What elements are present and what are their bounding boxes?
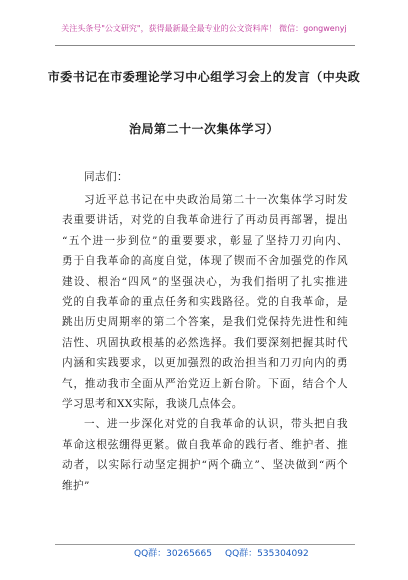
body-line: “五个进一步到位”的重要要求，彰显了坚持刀刃向内、	[62, 234, 348, 247]
body-line: 勇于自我革命的高度自觉，体现了锲而不舍加强党的作风	[62, 255, 348, 268]
header-divider	[55, 45, 355, 46]
qq-group-2: QQ群：535304092	[225, 549, 309, 559]
greeting-text: 同志们：	[84, 171, 128, 183]
footer-divider	[55, 544, 355, 545]
body-line: 动者，以实际行动坚定拥护“两个确立”、坚决做到“两个	[62, 459, 348, 472]
body-line: 建设、根治“四风”的坚强决心，为我们指明了扎实推进	[62, 275, 348, 288]
body-line: 跳出历史周期率的第二个答案，是我们党保持先进性和纯	[62, 316, 348, 329]
footer-bar	[0, 544, 408, 564]
promo-text: 关注头条号"公文研究"，获得最新最全最专业的公文资料库！ 微信：gongwenyj	[61, 24, 347, 33]
body-line: 习近平总书记在中央政治局第二十一次集体学习时发	[84, 194, 348, 206]
greeting	[62, 167, 348, 187]
qq-group-1: QQ群：30265665	[134, 549, 212, 559]
body-line: 内涵和实践要求，以更加强烈的政治担当和刀刃向内的勇	[62, 357, 348, 370]
document-body	[62, 190, 348, 496]
body-line: 表重要讲话，对党的自我革命进行了再动员再部署，提出	[62, 214, 348, 227]
body-line: 党的自我革命的重点任务和实践路径。党的自我革命，是	[62, 296, 348, 309]
body-line: 气，推动我市全面从严治党迈上新台阶。下面，结合个人	[62, 377, 348, 390]
body-line: 洁性、巩固执政根基的必然选择。我们要深刻把握其时代	[62, 336, 348, 349]
document-title-line-1: 市委书记在市委理论学习中心组学习会上的发言（中央政	[47, 70, 361, 84]
body-line: 革命这根弦绷得更紧。做自我革命的践行者、维护者、推	[62, 438, 348, 451]
body-line: 一、进一步深化对党的自我革命的认识，带头把自我	[84, 418, 348, 431]
header-banner	[0, 0, 408, 50]
body-line: 学习思考和XX实际，我谈几点体会。	[62, 398, 243, 411]
body-line: 维护”	[62, 479, 90, 492]
document-title-line-2: 治局第二十一次集体学习）	[128, 122, 279, 136]
